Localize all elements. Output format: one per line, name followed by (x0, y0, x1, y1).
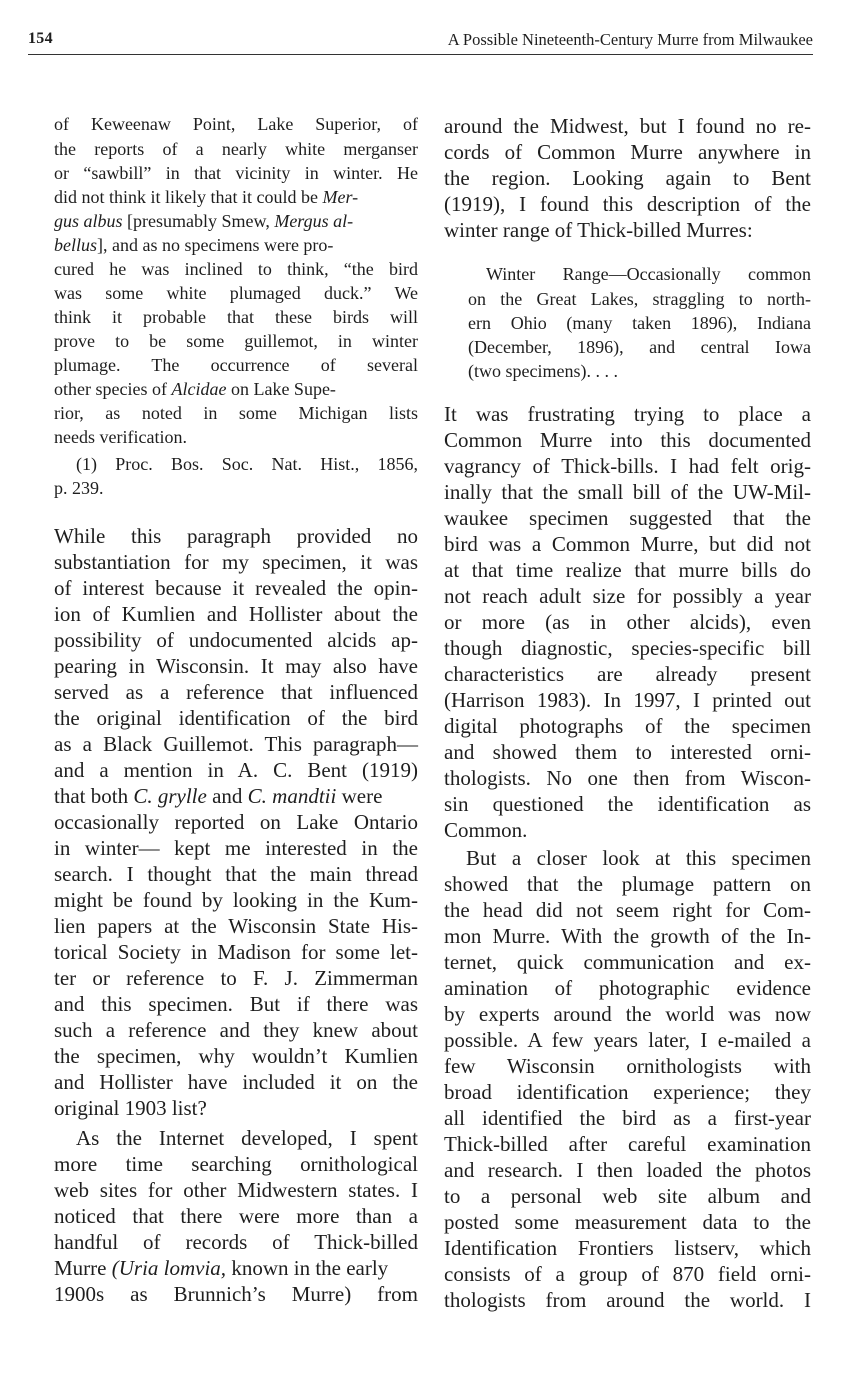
text-line: digital photographs of the specimen (444, 714, 811, 738)
text-line: thologists. No one then from Wiscon- (444, 766, 811, 790)
text-line: more time searching ornithological (54, 1152, 418, 1176)
text-line: (two specimens). . . . (468, 361, 618, 381)
text-line: substantiation for my specimen, it was (54, 550, 418, 574)
text-line: possible. A few years later, I e-mailed a (444, 1028, 811, 1052)
text-line: in winter— kept me interested in the (54, 836, 418, 860)
text-line: ter or reference to F. J. Zimmerman (54, 966, 418, 990)
text-line: torical Society in Madison for some let- (54, 940, 418, 964)
footnote-line: p. 239. (54, 478, 104, 498)
text-line: ion of Kumlien and Hollister about the (54, 602, 418, 626)
text-line: Murre (Uria lomvia, known in the early (54, 1256, 389, 1280)
text-line: on the Great Lakes, straggling to north- (468, 289, 811, 309)
text-line: As the Internet developed, I spent (76, 1126, 418, 1150)
text-line: at that time realize that murre bills do (444, 558, 811, 582)
text-line: and research. I then loaded the photos (444, 1158, 811, 1182)
text-line: all identified the bird as a first-year (444, 1106, 811, 1130)
text-line: the region. Looking again to Bent (444, 166, 811, 190)
text-line: that both C. grylle and C. mandtii were (54, 784, 383, 808)
text-line: ern Ohio (many taken 1896), Indiana (468, 313, 811, 333)
text-line: While this paragraph provided no (54, 524, 418, 548)
text-line: characteristics are already present (444, 662, 811, 686)
footnote-line: (1) Proc. Bos. Soc. Nat. Hist., 1856, (76, 454, 418, 474)
text-line: lien papers at the Wisconsin State His- (54, 914, 418, 938)
text-line: noticed that there were more than a (54, 1204, 418, 1228)
text-line: not reach adult size for possibly a year (444, 584, 811, 608)
text-line: broad identification experience; they (444, 1080, 811, 1104)
text-line: served as a reference that influenced (54, 680, 418, 704)
text-line: bellus], and as no specimens were pro- (54, 235, 334, 255)
text-line: inally that the small bill of the UW-Mil- (444, 480, 811, 504)
text-line: Identification Frontiers listserv, which (444, 1236, 811, 1260)
text-line: plumage. The occurrence of several (54, 355, 418, 375)
text-line: winter range of Thick-billed Murres: (444, 218, 753, 242)
text-line: Common. (444, 818, 528, 842)
running-title: A Possible Nineteenth-Century Murre from Milwaukee (447, 30, 813, 49)
text-line: Winter Range—Occasionally common (486, 264, 811, 284)
text-line: web sites for other Midwestern states. I (54, 1178, 418, 1202)
text-line: Thick-billed after careful examination (444, 1132, 811, 1156)
text-line: cured he was inclined to think, “the bird (54, 259, 418, 279)
text-line: (December, 1896), and central Iowa (468, 337, 811, 357)
text-line: as a Black Guillemot. This paragraph— (54, 732, 418, 756)
text-line: Common Murre into this documented (444, 428, 811, 452)
page-header (28, 28, 813, 55)
text-line: occasionally reported on Lake Ontario (54, 810, 418, 834)
text-line: bird was a Common Murre, but did not (444, 532, 811, 556)
text-line: did not think it likely that it could be Mer- (54, 187, 359, 207)
page-number: 154 (28, 30, 53, 47)
text-line: thologists from around the world. I (444, 1288, 811, 1312)
text-line: was some white plumaged duck.” We (54, 283, 418, 303)
text-line: 1900s as Brunnich’s Murre) from (54, 1282, 418, 1306)
text-line: consists of a group of 870 field orni- (444, 1262, 811, 1286)
text-line: the reports of a nearly white merganser (54, 139, 418, 159)
text-line: cords of Common Murre anywhere in (444, 140, 811, 164)
text-line: other species of Alcidae on Lake Supe- (54, 379, 336, 399)
text-line: mon Murre. With the growth of the In- (444, 924, 811, 948)
text-line: and Hollister have included it on the (54, 1070, 418, 1094)
text-line: posted some measurement data to the (444, 1210, 811, 1234)
text-line: and showed them to interested orni- (444, 740, 811, 764)
text-line: original 1903 list? (54, 1096, 207, 1120)
text-line: such a reference and they knew about (54, 1018, 418, 1042)
text-line: needs verification. (54, 427, 187, 447)
text-line: gus albus [presumably Smew, Mergus al- (54, 211, 354, 231)
text-line: amination of photographic evidence (444, 976, 811, 1000)
text-line: or “sawbill” in that vicinity in winter. He (54, 163, 418, 183)
text-line: showed that the plumage pattern on (444, 872, 811, 896)
text-line: But a closer look at this specimen (466, 846, 811, 870)
text-line: the specimen, why wouldn’t Kumlien (54, 1044, 418, 1068)
text-line: to a personal web site album and (444, 1184, 811, 1208)
text-line: the head did not seem right for Com- (444, 898, 811, 922)
text-line: think it probable that these birds will (54, 307, 418, 327)
text-line: and a mention in A. C. Bent (1919) (54, 758, 418, 782)
text-line: sin questioned the identification as (444, 792, 811, 816)
text-line: by experts around the world was now (444, 1002, 811, 1026)
text-line: though diagnostic, species-specific bill (444, 636, 811, 660)
text-line: the original identification of the bird (54, 706, 418, 730)
text-line: pearing in Wisconsin. It may also have (54, 654, 418, 678)
text-line: around the Midwest, but I found no re- (444, 114, 811, 138)
text-line: vagrancy of Thick-bills. I had felt orig- (444, 454, 811, 478)
text-line: and this specimen. But if there was (54, 992, 418, 1016)
text-line: ternet, quick communication and ex- (444, 950, 811, 974)
text-line: rior, as noted in some Michigan lists (54, 403, 418, 423)
text-line: of interest because it revealed the opin- (54, 576, 418, 600)
text-line: handful of records of Thick-billed (54, 1230, 418, 1254)
text-line: few Wisconsin ornithologists with (444, 1054, 811, 1078)
text-line: or more (as in other alcids), even (444, 610, 811, 634)
text-line: search. I thought that the main thread (54, 862, 418, 886)
text-line: (1919), I found this description of the (444, 192, 811, 216)
text-line: prove to be some guillemot, in winter (54, 331, 418, 351)
text-line: of Keweenaw Point, Lake Superior, of (54, 114, 418, 134)
text-line: might be found by looking in the Kum- (54, 888, 418, 912)
text-line: possibility of undocumented alcids ap- (54, 628, 418, 652)
text-line: waukee specimen suggested that the (444, 506, 811, 530)
text-line: It was frustrating trying to place a (444, 402, 811, 426)
text-line: (Harrison 1983). In 1997, I printed out (444, 688, 811, 712)
